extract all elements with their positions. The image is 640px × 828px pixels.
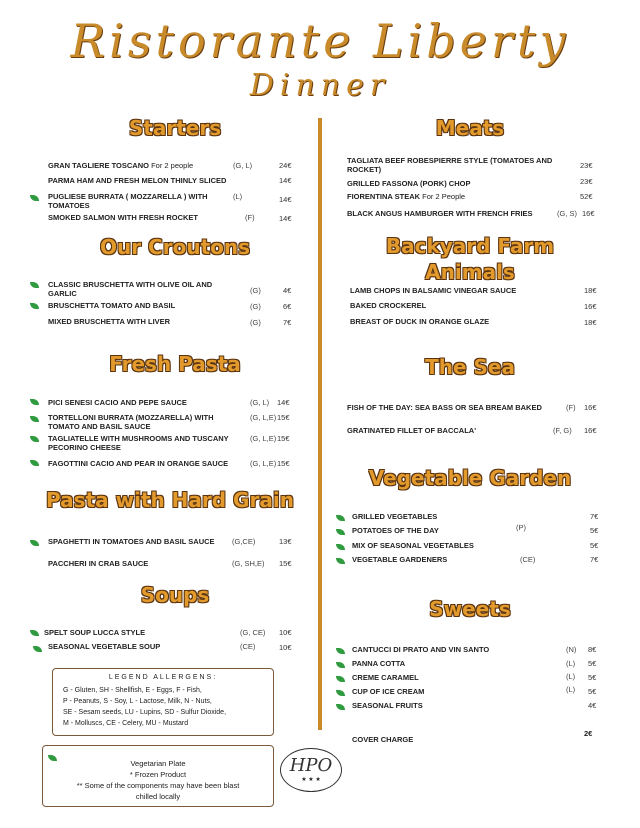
menu-item-name: BAKED CROCKEREL [350, 301, 427, 310]
menu-item-price: 15€ [279, 559, 292, 568]
allergen-codes: (P) [516, 523, 526, 532]
menu-item-name: SEASONAL VEGETABLE SOUP [48, 642, 161, 651]
section-title-vegetable-garden: Vegetable Garden [368, 466, 572, 490]
section-title-sweets: Sweets [429, 597, 511, 621]
menu-item-name: GRILLED VEGETABLES [352, 512, 438, 521]
menu-item-price: 7€ [590, 512, 599, 521]
menu-item-price: 7€ [283, 318, 292, 327]
cover-charge-label: COVER CHARGE [352, 735, 414, 744]
menu-item-name: BRUSCHETTA TOMATO AND BASIL [48, 301, 176, 310]
menu-item-name: SPAGHETTI IN TOMATOES AND BASIL SAUCE [48, 537, 215, 546]
allergen-codes: (L) [566, 659, 576, 668]
menu-item-price: 14€ [279, 214, 292, 223]
note-line: Vegetarian Plate [130, 759, 186, 768]
allergen-codes: (G, L,E) [250, 434, 277, 443]
menu-item-name: PUGLIESE BURRATA ( MOZZARELLA ) WITH TOMATOES [48, 192, 208, 210]
menu-item-price: 23€ [580, 177, 593, 186]
menu-item-price: 52€ [580, 192, 593, 201]
vegetarian-leaf-icon [30, 303, 39, 309]
menu-item-name: GRILLED FASSONA (PORK) CHOP [347, 179, 471, 188]
menu-item-price: 5€ [588, 687, 597, 696]
allergen-codes: (N) [566, 645, 577, 654]
allergen-codes: (G, L,E) [250, 413, 277, 422]
section-title-backyard: Backyard Farm [385, 234, 555, 258]
section-title-meats: Meats [435, 116, 505, 140]
allergen-codes: (G) [250, 286, 261, 295]
allergen-codes: (G) [250, 302, 261, 311]
vegetarian-leaf-icon [336, 515, 345, 521]
vegetarian-leaf-icon [336, 704, 345, 710]
note-line: ** Some of the components may have been blast [76, 781, 240, 790]
menu-item-name: MIXED BRUSCHETTA WITH LIVER [48, 317, 171, 326]
legend-line: P - Peanuts, S - Soy, L - Lactose, Milk, N - Nuts, [63, 698, 212, 705]
vegetarian-leaf-icon [30, 282, 39, 288]
menu-subtitle: Dinner [249, 68, 391, 103]
menu-item-price: 7€ [590, 555, 599, 564]
menu-item-price: 18€ [584, 286, 597, 295]
menu-item-name: FIORENTINA STEAK For 2 People [347, 192, 466, 201]
allergen-codes: (L) [566, 672, 576, 681]
section-title-soups: Soups [140, 583, 210, 607]
menu-item-name: PARMA HAM AND FRESH MELON THINLY SLICED [48, 176, 227, 185]
section-title-backyard-line2: Animals [425, 260, 515, 284]
vegetarian-leaf-icon [336, 544, 345, 550]
menu-item-name: CLASSIC BRUSCHETTA WITH OLIVE OIL AND GARLIC [48, 280, 213, 298]
restaurant-title: Ristorante Liberty [70, 14, 570, 68]
menu-item-name: SMOKED SALMON WITH FRESH ROCKET [48, 213, 198, 222]
menu-item-price: 18€ [584, 318, 597, 327]
menu-item-price: 8€ [588, 645, 597, 654]
menu-item-price: 5€ [588, 659, 597, 668]
vegetarian-leaf-icon [30, 460, 39, 466]
menu-item-name: TAGLIATA BEEF ROBESPIERRE STYLE (TOMATOES AND ROCKET) [347, 156, 553, 174]
allergen-codes: (CE) [240, 642, 256, 651]
menu-item-price: 13€ [279, 537, 292, 546]
vegetarian-leaf-icon [30, 630, 39, 636]
menu-item-name: SPELT SOUP LUCCA STYLE [44, 628, 146, 637]
menu-item-name: FAGOTTINI CACIO AND PEAR IN ORANGE SAUCE [48, 459, 229, 468]
vegetarian-leaf-icon [336, 529, 345, 535]
menu-item-name: CANTUCCI DI PRATO AND VIN SANTO [352, 645, 490, 654]
menu-item-name: BLACK ANGUS HAMBURGER WITH FRENCH FRIES [347, 209, 533, 218]
menu-item-price: 5€ [588, 673, 597, 682]
vegetarian-leaf-icon [336, 676, 345, 682]
vegetarian-leaf-icon [30, 416, 39, 422]
allergen-codes: (G, SH,E) [232, 559, 265, 568]
allergen-codes: (G, L) [250, 398, 270, 407]
menu-item-price: 16€ [582, 209, 595, 218]
allergen-codes: (G) [250, 318, 261, 327]
allergen-codes: (F) [245, 213, 255, 222]
section-title-starters: Starters [128, 116, 222, 140]
menu-item-name: GRATINATED FILLET OF BACCALA' [347, 426, 476, 435]
allergen-codes: (G, CE) [240, 628, 266, 637]
menu-item-name: PICI SENESI CACIO AND PEPE SAUCE [48, 398, 187, 407]
menu-item-price: 4€ [283, 286, 292, 295]
allergen-legend [52, 668, 274, 736]
menu-item-price: 14€ [279, 195, 292, 204]
allergen-codes: (G,CE) [232, 537, 256, 546]
allergen-codes: (G, S) [557, 209, 577, 218]
menu-item-price: 10€ [279, 643, 292, 652]
logo-stars: ★ ★ ★ [301, 777, 321, 783]
legend-line: SE - Sesam seeds, LU - Lupins, SD - Sulfur Dioxide, [63, 709, 227, 716]
note-line: chilled locally [135, 792, 181, 801]
menu-item-price: 24€ [279, 161, 292, 170]
notes-box [42, 745, 274, 807]
menu-item-price: 15€ [277, 413, 290, 422]
menu-item-name: FISH OF THE DAY: SEA BASS OR SEA BREAM BAKED [347, 403, 542, 412]
allergen-codes: (G, L,E) [250, 459, 277, 468]
menu-item-name: TAGLIATELLE WITH MUSHROOMS AND TUSCANY PECORINO CHEESE [48, 434, 229, 452]
legend-line: G - Gluten, SH - Shellfish, E - Eggs, F - Fish, [63, 687, 202, 694]
vegetarian-leaf-icon [30, 195, 39, 201]
menu-item-price: 16€ [584, 302, 597, 311]
allergen-codes: (L) [566, 685, 576, 694]
vegetarian-leaf-icon [30, 540, 39, 546]
legend-line: M - Molluscs, CE - Celery, MU - Mustard [63, 720, 189, 727]
menu-item-price: 14€ [277, 398, 290, 407]
restaurant-logo [280, 748, 342, 792]
menu-item-price: 16€ [584, 403, 597, 412]
menu-item-price: 4€ [588, 701, 597, 710]
vegetarian-leaf-icon [30, 399, 39, 405]
menu-item-price: 6€ [283, 302, 292, 311]
note-line: * Frozen Product [129, 770, 187, 779]
allergen-codes: (G, L) [233, 161, 253, 170]
menu-item-price: 16€ [584, 426, 597, 435]
menu-item-price: 14€ [279, 176, 292, 185]
menu-item-name: TORTELLONI BURRATA (MOZZARELLA) WITH TOMATO AND BASIL SAUCE [48, 413, 214, 431]
allergen-codes: (F, G) [553, 426, 572, 435]
menu-item-name: PACCHERI IN CRAB SAUCE [48, 559, 149, 568]
menu-item-name: SEASONAL FRUITS [352, 701, 423, 710]
menu-item-price: 23€ [580, 161, 593, 170]
logo-text: HPO [289, 755, 333, 776]
legend-title: LEGEND ALLERGENS: [108, 674, 218, 681]
vegetarian-leaf-icon [30, 436, 39, 442]
menu-item-name: CUP OF ICE CREAM [352, 687, 425, 696]
menu-item-price: 15€ [277, 434, 290, 443]
section-title-croutons: Our Croutons [99, 235, 251, 259]
menu-item-name: VEGETABLE GARDENERS [352, 555, 448, 564]
column-divider [318, 118, 322, 730]
section-title-sea: The Sea [425, 355, 515, 379]
vegetarian-leaf-icon [336, 662, 345, 668]
menu-item-name: CREME CARAMEL [352, 673, 419, 682]
cover-charge-price: 2€ [584, 729, 593, 738]
menu-item-name: POTATOES OF THE DAY [352, 526, 439, 535]
section-title-fresh-pasta: Fresh Pasta [109, 352, 241, 376]
menu-item-price: 10€ [279, 628, 292, 637]
allergen-codes: (CE) [520, 555, 536, 564]
menu-item-name: BREAST OF DUCK IN ORANGE GLAZE [350, 317, 490, 326]
menu-item-name: LAMB CHOPS IN BALSAMIC VINEGAR SAUCE [350, 286, 517, 295]
vegetarian-leaf-icon [336, 690, 345, 696]
menu-item-price: 15€ [277, 459, 290, 468]
menu-item-name: GRAN TAGLIERE TOSCANO For 2 people [48, 161, 194, 170]
vegetarian-leaf-icon [336, 558, 345, 564]
menu-item-price: 5€ [590, 541, 599, 550]
menu-item-name: PANNA COTTA [352, 659, 406, 668]
vegetarian-leaf-icon [336, 648, 345, 654]
menu-item-name: MIX OF SEASONAL VEGETABLES [352, 541, 474, 550]
vegetarian-leaf-icon [33, 646, 42, 652]
allergen-codes: (F) [566, 403, 576, 412]
allergen-codes: (L) [233, 192, 243, 201]
menu-item-price: 5€ [590, 526, 599, 535]
section-title-hard-grain: Pasta with Hard Grain [46, 488, 294, 512]
